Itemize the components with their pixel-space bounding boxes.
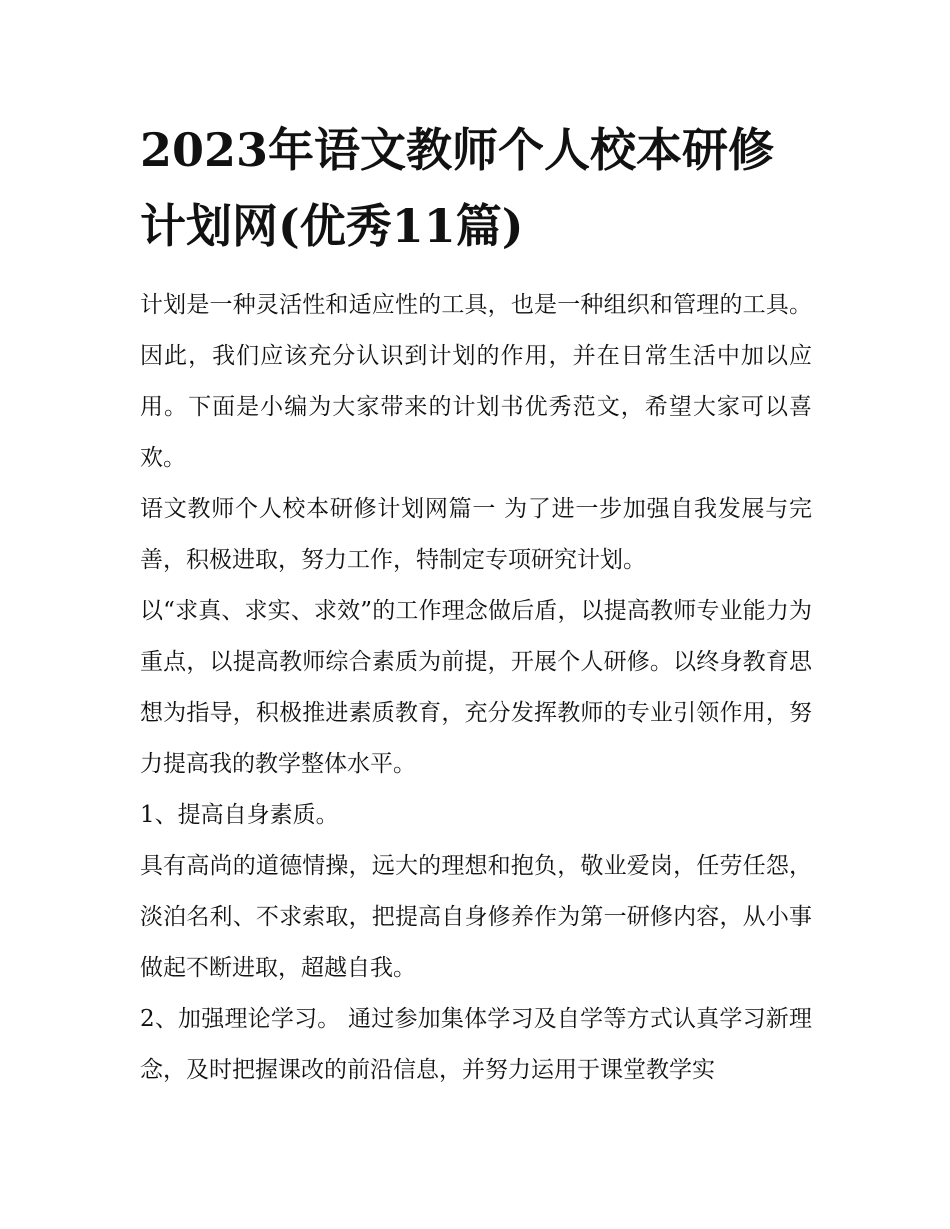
item-1-paragraph: 具有高尚的道德情操，远大的理想和抱负，敬业爱岗，任劳任怨，淡泊名利、不求索取，把提高自身修养作为第一研修内容，从小事做起不断进取，超越自我。: [140, 853, 812, 981]
concept-paragraph: 以“求真、求实、求效”的工作理念做后盾，以提高教师专业能力为重点，以提高教师综合素质为前提，开展个人研修。以终身教育思想为指导，积极推进素质教育，充分发挥教师的专业引领作用，努力提高我的教学整体水平。: [140, 598, 812, 777]
item-1-heading: 1、提高自身素质。: [140, 802, 339, 828]
document-body: [140, 280, 812, 1096]
item-2-paragraph: 2、加强理论学习。 通过参加集体学习及自学等方式认真学习新理念，及时把握课改的前沿信息，并努力运用于课堂教学实: [140, 1006, 812, 1083]
section-one-paragraph: 语文教师个人校本研修计划网篇一 为了进一步加强自我发展与完善，积极进取，努力工作，特制定专项研究计划。: [140, 496, 812, 573]
intro-paragraph: 计划是一种灵活性和适应性的工具，也是一种组织和管理的工具。因此，我们应该充分认识到计划的作用，并在日常生活中加以应用。下面是小编为大家带来的计划书优秀范文，希望大家可以喜欢。: [140, 292, 812, 471]
document-title: 2023年语文教师个人校本研修计划网(优秀11篇): [140, 123, 775, 253]
document-page: [140, 112, 812, 1096]
